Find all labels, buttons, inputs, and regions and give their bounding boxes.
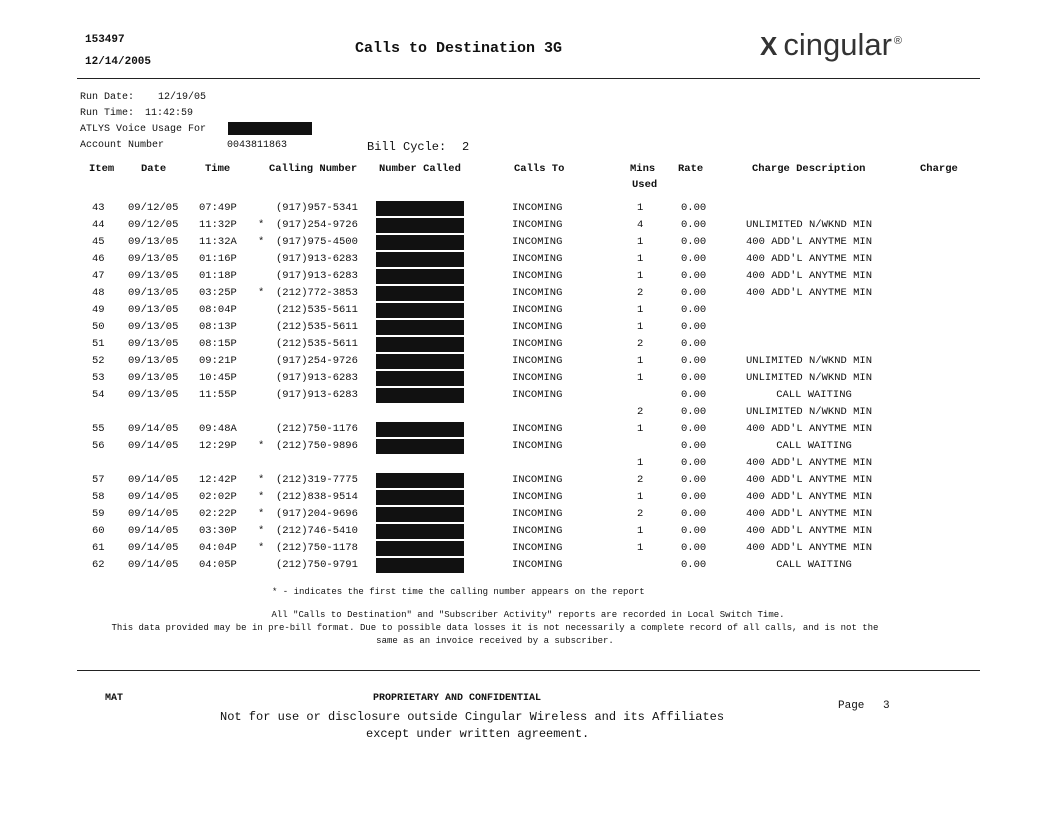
- col-mins: Mins: [630, 163, 656, 175]
- cell-calls-to: INCOMING: [512, 338, 563, 350]
- cell-calling-number: (212)535-5611: [276, 304, 358, 316]
- cell-calling-number: (212)772-3853: [276, 287, 358, 299]
- cell-first-flag: *: [258, 474, 265, 486]
- report-id: 153497: [85, 34, 125, 46]
- cell-charge-description: CALL WAITING: [776, 440, 852, 452]
- cell-first-flag: *: [258, 440, 265, 452]
- cingular-logo: [760, 27, 902, 63]
- cell-calling-number: (917)913-6283: [276, 253, 358, 265]
- redacted-number-called: [376, 269, 464, 284]
- cell-time: 02:02P: [199, 491, 237, 503]
- page-label: Page: [838, 700, 865, 712]
- cell-item: 59: [92, 508, 105, 520]
- bill-cycle: 2: [462, 140, 470, 154]
- cell-mins: 1: [637, 542, 644, 554]
- cell-date: 09/13/05: [128, 338, 179, 350]
- cell-date: 09/13/05: [128, 270, 179, 282]
- cell-first-flag: *: [258, 219, 265, 231]
- cell-date: 09/12/05: [128, 219, 179, 231]
- cell-charge-description: 400 ADD'L ANYTME MIN: [746, 525, 873, 537]
- cell-time: 01:16P: [199, 253, 237, 265]
- cell-mins: 1: [637, 304, 644, 316]
- col-charge: Charge: [920, 163, 958, 175]
- cell-item: 54: [92, 389, 105, 401]
- logo-text: cingular: [783, 27, 892, 62]
- redacted-number-called: [376, 473, 464, 488]
- cell-charge-description: UNLIMITED N/WKND MIN: [746, 219, 873, 231]
- usage-label: ATLYS Voice Usage For: [80, 124, 207, 135]
- redacted-number-called: [376, 303, 464, 318]
- cell-mins: 2: [637, 287, 644, 299]
- col-calling-number: Calling Number: [269, 163, 358, 175]
- cell-item: 62: [92, 559, 105, 571]
- redacted-number-called: [376, 490, 464, 505]
- cell-calling-number: (917)913-6283: [276, 270, 358, 282]
- cell-mins: 2: [637, 508, 644, 520]
- cell-item: 61: [92, 542, 105, 554]
- cell-calls-to: INCOMING: [512, 372, 563, 384]
- cell-first-flag: *: [258, 542, 265, 554]
- cell-first-flag: *: [258, 236, 265, 248]
- cell-date: 09/14/05: [128, 423, 179, 435]
- cell-rate: 0.00: [681, 423, 707, 435]
- cell-date: 09/14/05: [128, 542, 179, 554]
- cell-mins: 1: [637, 372, 644, 384]
- cell-date: 09/14/05: [128, 440, 179, 452]
- cell-time: 08:13P: [199, 321, 237, 333]
- redacted-number-called: [376, 507, 464, 522]
- cell-date: 09/13/05: [128, 253, 179, 265]
- cell-charge-description: 400 ADD'L ANYTME MIN: [746, 287, 873, 299]
- cell-item: 44: [92, 219, 105, 231]
- disclosure-line-1: Not for use or disclosure outside Cingular Wireless and its Affiliates: [220, 710, 725, 724]
- cell-item: 56: [92, 440, 105, 452]
- account-label: Account Number: [80, 140, 165, 151]
- cell-date: 09/13/05: [128, 321, 179, 333]
- cell-date: 09/13/05: [128, 236, 179, 248]
- cell-time: 03:25P: [199, 287, 237, 299]
- cell-calls-to: INCOMING: [512, 389, 563, 401]
- cell-date: 09/13/05: [128, 389, 179, 401]
- cell-calling-number: (917)913-6283: [276, 389, 358, 401]
- account-number: 0043811863: [227, 140, 288, 151]
- cell-item: 55: [92, 423, 105, 435]
- cell-mins: 4: [637, 219, 644, 231]
- cell-rate: 0.00: [681, 491, 707, 503]
- cell-mins: 2: [637, 338, 644, 350]
- redacted-number-called: [376, 201, 464, 216]
- footer-code: MAT: [105, 693, 124, 704]
- cell-item: 49: [92, 304, 105, 316]
- cell-time: 11:55P: [199, 389, 237, 401]
- cell-item: 50: [92, 321, 105, 333]
- cell-charge-description: UNLIMITED N/WKND MIN: [746, 406, 873, 418]
- cell-date: 09/13/05: [128, 287, 179, 299]
- cell-calling-number: (212)838-9514: [276, 491, 358, 503]
- cell-calling-number: (212)535-5611: [276, 321, 358, 333]
- note-line-3: same as an invoice received by a subscriber.: [376, 636, 614, 646]
- cell-calls-to: INCOMING: [512, 508, 563, 520]
- cell-time: 03:30P: [199, 525, 237, 537]
- cell-time: 12:29P: [199, 440, 237, 452]
- redacted-name: [228, 122, 312, 135]
- cell-rate: 0.00: [681, 321, 707, 333]
- col-date: Date: [141, 163, 167, 175]
- redacted-number-called: [376, 558, 464, 573]
- report-date: 12/14/2005: [85, 56, 152, 68]
- cell-charge-description: 400 ADD'L ANYTME MIN: [746, 491, 873, 503]
- cell-charge-description: UNLIMITED N/WKND MIN: [746, 372, 873, 384]
- col-number-called: Number Called: [379, 163, 461, 175]
- redacted-number-called: [376, 388, 464, 403]
- cell-first-flag: *: [258, 525, 265, 537]
- cell-mins: 1: [637, 253, 644, 265]
- cell-time: 04:05P: [199, 559, 237, 571]
- col-item: Item: [89, 163, 115, 175]
- cell-date: 09/14/05: [128, 491, 179, 503]
- cell-charge-description: 400 ADD'L ANYTME MIN: [746, 270, 873, 282]
- redacted-number-called: [376, 422, 464, 437]
- cell-item: 53: [92, 372, 105, 384]
- col-time: Time: [205, 163, 231, 175]
- cell-calls-to: INCOMING: [512, 474, 563, 486]
- cell-charge-description: UNLIMITED N/WKND MIN: [746, 355, 873, 367]
- cell-calling-number: (917)254-9726: [276, 219, 358, 231]
- cell-rate: 0.00: [681, 236, 707, 248]
- cell-rate: 0.00: [681, 508, 707, 520]
- cell-time: 10:45P: [199, 372, 237, 384]
- bill-cycle-label: Bill Cycle:: [367, 140, 447, 154]
- cell-date: 09/14/05: [128, 474, 179, 486]
- cell-rate: 0.00: [681, 338, 707, 350]
- cell-charge-description: 400 ADD'L ANYTME MIN: [746, 542, 873, 554]
- redacted-number-called: [376, 320, 464, 335]
- cell-calls-to: INCOMING: [512, 491, 563, 503]
- cell-time: 01:18P: [199, 270, 237, 282]
- cell-rate: 0.00: [681, 304, 707, 316]
- cell-calls-to: INCOMING: [512, 525, 563, 537]
- cell-charge-description: 400 ADD'L ANYTME MIN: [746, 457, 873, 469]
- cell-date: 09/14/05: [128, 559, 179, 571]
- cell-date: 09/13/05: [128, 304, 179, 316]
- cell-mins: 2: [637, 474, 644, 486]
- col-charge-description: Charge Description: [752, 163, 866, 175]
- col-used: Used: [632, 179, 658, 191]
- cell-calls-to: INCOMING: [512, 423, 563, 435]
- cell-mins: 1: [637, 270, 644, 282]
- run-date-label: Run Date:: [80, 92, 135, 103]
- cell-item: 51: [92, 338, 105, 350]
- cell-calling-number: (212)535-5611: [276, 338, 358, 350]
- redacted-number-called: [376, 337, 464, 352]
- cell-charge-description: 400 ADD'L ANYTME MIN: [746, 474, 873, 486]
- cell-calling-number: (917)957-5341: [276, 202, 358, 214]
- cell-first-flag: *: [258, 491, 265, 503]
- cell-calls-to: INCOMING: [512, 542, 563, 554]
- cell-calling-number: (917)913-6283: [276, 372, 358, 384]
- run-time-label: Run Time:: [80, 108, 135, 119]
- redacted-number-called: [376, 218, 464, 233]
- cell-mins: 2: [637, 406, 644, 418]
- redacted-number-called: [376, 286, 464, 301]
- cell-time: 02:22P: [199, 508, 237, 520]
- cell-time: 11:32P: [199, 219, 237, 231]
- cell-rate: 0.00: [681, 372, 707, 384]
- cell-time: 11:32A: [199, 236, 237, 248]
- cell-item: 57: [92, 474, 105, 486]
- redacted-number-called: [376, 371, 464, 386]
- cell-rate: 0.00: [681, 202, 707, 214]
- cell-item: 52: [92, 355, 105, 367]
- cell-rate: 0.00: [681, 474, 707, 486]
- page-title: Calls to Destination 3G: [355, 40, 563, 57]
- cell-date: 09/14/05: [128, 525, 179, 537]
- cell-first-flag: *: [258, 287, 265, 299]
- cell-mins: 1: [637, 423, 644, 435]
- cell-time: 09:48A: [199, 423, 237, 435]
- cell-rate: 0.00: [681, 270, 707, 282]
- redacted-number-called: [376, 354, 464, 369]
- cell-calling-number: (212)319-7775: [276, 474, 358, 486]
- cell-time: 07:49P: [199, 202, 237, 214]
- cell-calls-to: INCOMING: [512, 321, 563, 333]
- cell-calls-to: INCOMING: [512, 287, 563, 299]
- cell-charge-description: 400 ADD'L ANYTME MIN: [746, 423, 873, 435]
- cell-item: 48: [92, 287, 105, 299]
- cell-item: 60: [92, 525, 105, 537]
- confidential-label: PROPRIETARY AND CONFIDENTIAL: [373, 693, 542, 704]
- cell-calls-to: INCOMING: [512, 270, 563, 282]
- star-note: * - indicates the first time the calling number appears on the report: [272, 587, 645, 597]
- registered-mark: ®: [893, 34, 903, 47]
- cell-mins: 1: [637, 236, 644, 248]
- cell-time: 12:42P: [199, 474, 237, 486]
- cell-time: 08:04P: [199, 304, 237, 316]
- cell-calling-number: (212)750-1176: [276, 423, 358, 435]
- col-rate: Rate: [678, 163, 704, 175]
- cell-calling-number: (212)750-9896: [276, 440, 358, 452]
- col-calls-to: Calls To: [514, 163, 565, 175]
- cell-item: 58: [92, 491, 105, 503]
- cell-mins: 1: [637, 321, 644, 333]
- cell-calling-number: (212)750-1178: [276, 542, 358, 554]
- cell-calling-number: (212)746-5410: [276, 525, 358, 537]
- redacted-number-called: [376, 235, 464, 250]
- note-line-2: This data provided may be in pre-bill format. Due to possible data losses it is not necessarily a complete record of all calls, and is not the: [111, 623, 879, 633]
- cell-charge-description: 400 ADD'L ANYTME MIN: [746, 508, 873, 520]
- cell-mins: 1: [637, 491, 644, 503]
- redacted-number-called: [376, 541, 464, 556]
- redacted-number-called: [376, 524, 464, 539]
- cell-calling-number: (917)204-9696: [276, 508, 358, 520]
- cell-item: 43: [92, 202, 105, 214]
- cell-rate: 0.00: [681, 253, 707, 265]
- cell-date: 09/13/05: [128, 355, 179, 367]
- disclosure-line-2: except under written agreement.: [366, 727, 590, 741]
- cell-charge-description: 400 ADD'L ANYTME MIN: [746, 236, 873, 248]
- cell-rate: 0.00: [681, 355, 707, 367]
- cell-rate: 0.00: [681, 457, 707, 469]
- cell-first-flag: *: [258, 508, 265, 520]
- cell-rate: 0.00: [681, 219, 707, 231]
- cell-date: 09/13/05: [128, 372, 179, 384]
- cell-calling-number: (917)254-9726: [276, 355, 358, 367]
- cell-item: 45: [92, 236, 105, 248]
- cell-calls-to: INCOMING: [512, 253, 563, 265]
- cell-time: 09:21P: [199, 355, 237, 367]
- cell-time: 04:04P: [199, 542, 237, 554]
- cell-calling-number: (917)975-4500: [276, 236, 358, 248]
- cell-mins: 1: [637, 525, 644, 537]
- cell-mins: 1: [637, 202, 644, 214]
- cell-rate: 0.00: [681, 440, 707, 452]
- cell-calls-to: INCOMING: [512, 440, 563, 452]
- cell-calls-to: INCOMING: [512, 202, 563, 214]
- cingular-x-icon: X: [760, 31, 778, 61]
- page-number: 3: [883, 700, 890, 712]
- note-line-1: All "Calls to Destination" and "Subscriber Activity" reports are recorded in Local Switch Time.: [271, 610, 785, 620]
- cell-rate: 0.00: [681, 287, 707, 299]
- cell-date: 09/12/05: [128, 202, 179, 214]
- cell-mins: 1: [637, 457, 644, 469]
- cell-rate: 0.00: [681, 525, 707, 537]
- cell-calling-number: (212)750-9791: [276, 559, 358, 571]
- cell-rate: 0.00: [681, 389, 707, 401]
- cell-item: 46: [92, 253, 105, 265]
- cell-calls-to: INCOMING: [512, 219, 563, 231]
- cell-calls-to: INCOMING: [512, 559, 563, 571]
- cell-charge-description: CALL WAITING: [776, 559, 852, 571]
- cell-rate: 0.00: [681, 559, 707, 571]
- run-time: 11:42:59: [145, 108, 194, 119]
- cell-rate: 0.00: [681, 406, 707, 418]
- cell-calls-to: INCOMING: [512, 304, 563, 316]
- cell-charge-description: CALL WAITING: [776, 389, 852, 401]
- cell-item: 47: [92, 270, 105, 282]
- redacted-number-called: [376, 439, 464, 454]
- header-rule: [77, 78, 980, 79]
- cell-mins: 1: [637, 355, 644, 367]
- cell-calls-to: INCOMING: [512, 236, 563, 248]
- redacted-number-called: [376, 252, 464, 267]
- footer-rule: [77, 670, 980, 671]
- cell-charge-description: 400 ADD'L ANYTME MIN: [746, 253, 873, 265]
- cell-date: 09/14/05: [128, 508, 179, 520]
- cell-calls-to: INCOMING: [512, 355, 563, 367]
- run-date: 12/19/05: [158, 92, 207, 103]
- cell-rate: 0.00: [681, 542, 707, 554]
- cell-time: 08:15P: [199, 338, 237, 350]
